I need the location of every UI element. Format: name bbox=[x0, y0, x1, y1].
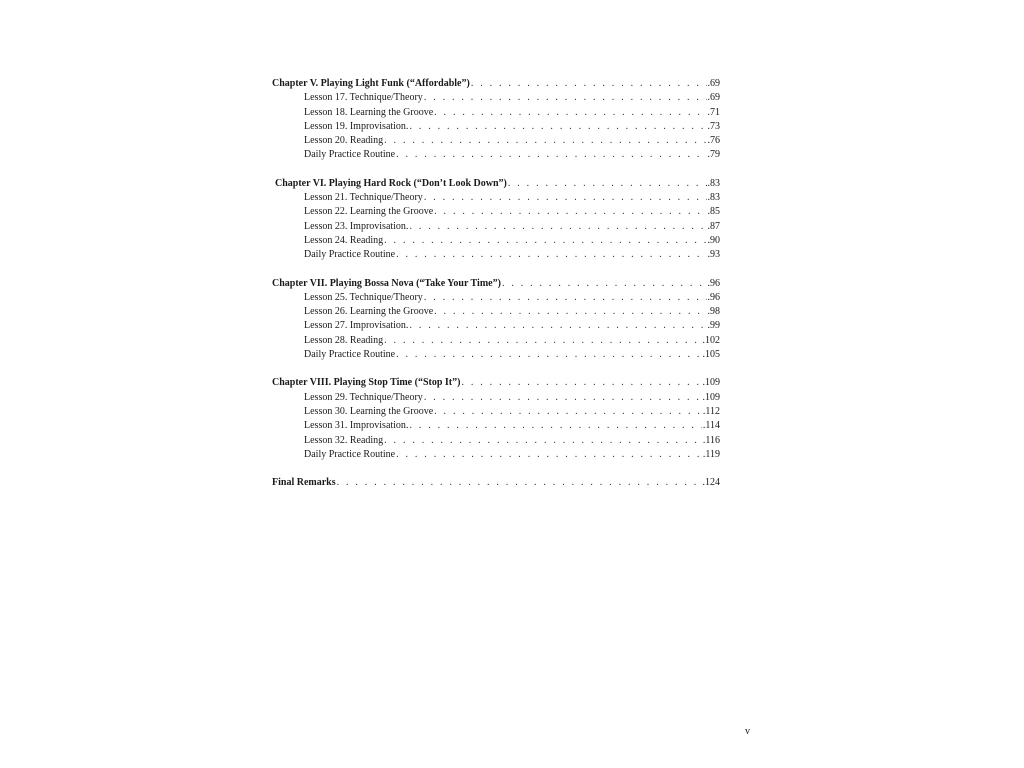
dot-leader bbox=[502, 277, 707, 291]
lesson-title: Lesson 22. Learning the Groove bbox=[304, 206, 434, 218]
toc-lesson-entry bbox=[272, 248, 720, 262]
dot-leader bbox=[409, 220, 706, 234]
toc-lesson-entry bbox=[272, 434, 720, 448]
page-ref: .93 bbox=[707, 249, 720, 261]
page-ref: .83 bbox=[707, 192, 720, 204]
page-ref: .102 bbox=[702, 334, 720, 346]
toc-chapter-entry bbox=[272, 476, 720, 490]
toc-lesson-entry bbox=[272, 319, 720, 333]
lesson-title: Daily Practice Routine bbox=[304, 448, 396, 460]
dot-leader bbox=[384, 134, 706, 148]
lesson-title: Daily Practice Routine bbox=[304, 149, 396, 161]
toc-lesson-entry bbox=[272, 348, 720, 362]
dot-leader bbox=[434, 205, 706, 219]
page-ref: .71 bbox=[707, 106, 720, 118]
dot-leader bbox=[424, 91, 707, 105]
page-ref: .87 bbox=[707, 220, 720, 232]
table-of-contents bbox=[272, 77, 720, 504]
dot-leader bbox=[384, 334, 701, 348]
lesson-title: Lesson 32. Reading bbox=[304, 434, 384, 446]
toc-lesson-entry bbox=[272, 405, 720, 419]
toc-lesson-entry bbox=[272, 134, 720, 148]
dot-leader bbox=[409, 319, 706, 333]
toc-chapter-6 bbox=[272, 177, 720, 263]
lesson-title: Lesson 21. Technique/Theory bbox=[304, 192, 423, 204]
page-number: v bbox=[745, 726, 750, 737]
page-ref: .69 bbox=[707, 92, 720, 104]
lesson-title: Lesson 20. Reading bbox=[304, 135, 384, 147]
dot-leader bbox=[424, 291, 707, 305]
toc-lesson-entry bbox=[272, 234, 720, 248]
toc-lesson-entry bbox=[272, 148, 720, 162]
toc-chapter-entry bbox=[272, 77, 720, 91]
toc-chapter-8 bbox=[272, 376, 720, 462]
chapter-title: Chapter VIII. Playing Stop Time (“Stop It”) bbox=[272, 377, 461, 389]
page-ref: .73 bbox=[707, 120, 720, 132]
chapter-title: Chapter VI. Playing Hard Rock (“Don’t Look Down”) bbox=[275, 177, 507, 189]
lesson-title: Lesson 17. Technique/Theory bbox=[304, 92, 423, 104]
dot-leader bbox=[434, 305, 706, 319]
lesson-title: Daily Practice Routine bbox=[304, 349, 396, 361]
dot-leader bbox=[384, 234, 706, 248]
toc-lesson-entry bbox=[272, 391, 720, 405]
page-ref: .96 bbox=[707, 291, 720, 303]
page-ref: .69 bbox=[707, 78, 720, 89]
lesson-title: Lesson 23. Improvisation. bbox=[304, 220, 409, 232]
toc-chapter-entry bbox=[272, 177, 720, 191]
toc-lesson-entry bbox=[272, 448, 720, 462]
dot-leader bbox=[396, 448, 702, 462]
final-remarks-title: Final Remarks bbox=[272, 477, 336, 489]
dot-leader bbox=[409, 120, 706, 134]
dot-leader bbox=[434, 405, 702, 419]
page-ref: .83 bbox=[707, 177, 720, 189]
page-ref: .116 bbox=[702, 434, 720, 446]
dot-leader bbox=[337, 476, 702, 490]
toc-lesson-entry bbox=[272, 305, 720, 319]
page-ref: .109 bbox=[702, 377, 720, 389]
toc-lesson-entry bbox=[272, 291, 720, 305]
dot-leader bbox=[424, 391, 702, 405]
lesson-title: Lesson 27. Improvisation. bbox=[304, 320, 409, 332]
page-ref: .119 bbox=[702, 448, 720, 460]
chapter-title: Chapter VII. Playing Bossa Nova (“Take Your Time”) bbox=[272, 277, 501, 289]
toc-chapter-7 bbox=[272, 277, 720, 363]
dot-leader bbox=[424, 191, 707, 205]
toc-lesson-entry bbox=[272, 106, 720, 120]
toc-lesson-entry bbox=[272, 120, 720, 134]
lesson-title: Lesson 31. Improvisation. bbox=[304, 420, 409, 432]
dot-leader bbox=[471, 77, 707, 91]
lesson-title: Lesson 29. Technique/Theory bbox=[304, 391, 423, 403]
page-ref: .96 bbox=[707, 277, 720, 289]
lesson-title: Lesson 25. Technique/Theory bbox=[304, 291, 423, 303]
page-ref: .76 bbox=[707, 135, 720, 147]
toc-final-remarks bbox=[272, 476, 720, 490]
toc-lesson-entry bbox=[272, 191, 720, 205]
lesson-title: Lesson 19. Improvisation. bbox=[304, 120, 409, 132]
toc-chapter-5 bbox=[272, 77, 720, 163]
page-ref: .90 bbox=[707, 234, 720, 246]
page-ref: .112 bbox=[702, 405, 720, 417]
dot-leader bbox=[409, 419, 701, 433]
page-ref: .79 bbox=[707, 149, 720, 161]
toc-lesson-entry bbox=[272, 91, 720, 105]
page-ref: .99 bbox=[707, 320, 720, 332]
dot-leader bbox=[384, 434, 702, 448]
dot-leader bbox=[461, 376, 701, 390]
dot-leader bbox=[434, 106, 706, 120]
dot-leader bbox=[396, 348, 701, 362]
toc-lesson-entry bbox=[272, 419, 720, 433]
toc-lesson-entry bbox=[272, 334, 720, 348]
toc-lesson-entry bbox=[272, 220, 720, 234]
page-ref: .109 bbox=[702, 391, 720, 403]
lesson-title: Daily Practice Routine bbox=[304, 249, 396, 261]
toc-lesson-entry bbox=[272, 205, 720, 219]
chapter-title: Chapter V. Playing Light Funk (“Affordable”) bbox=[272, 78, 470, 89]
page-ref: .85 bbox=[707, 206, 720, 218]
dot-leader bbox=[396, 248, 706, 262]
page-ref: .98 bbox=[707, 306, 720, 318]
lesson-title: Lesson 30. Learning the Groove bbox=[304, 405, 434, 417]
page-ref: .114 bbox=[702, 420, 720, 432]
dot-leader bbox=[396, 148, 706, 162]
page-ref: .105 bbox=[702, 349, 720, 361]
dot-leader bbox=[508, 177, 707, 191]
lesson-title: Lesson 24. Reading bbox=[304, 234, 384, 246]
lesson-title: Lesson 26. Learning the Groove bbox=[304, 306, 434, 318]
toc-chapter-entry bbox=[272, 277, 720, 291]
lesson-title: Lesson 18. Learning the Groove bbox=[304, 106, 434, 118]
toc-chapter-entry bbox=[272, 376, 720, 390]
page-ref: .124 bbox=[702, 477, 720, 489]
lesson-title: Lesson 28. Reading bbox=[304, 334, 384, 346]
